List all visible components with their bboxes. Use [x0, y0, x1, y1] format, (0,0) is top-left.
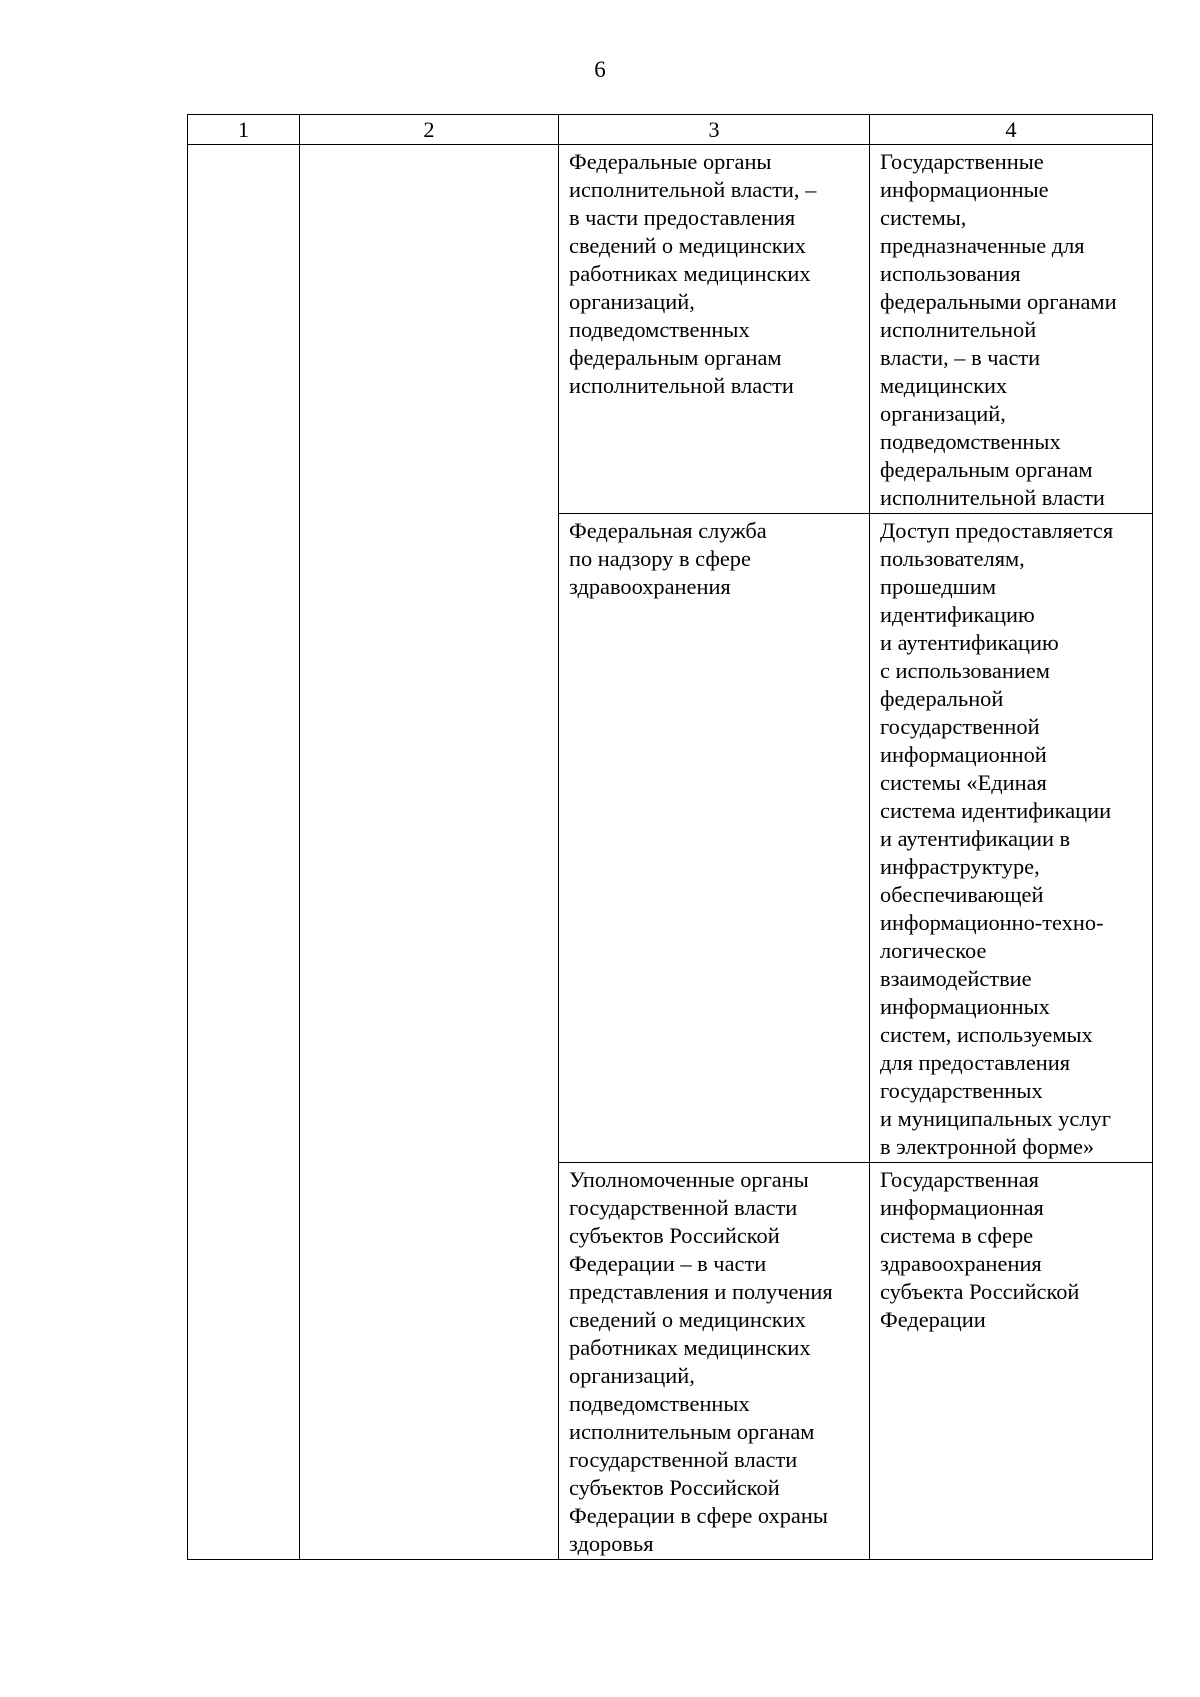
table-cell-row1-col3 [559, 145, 870, 514]
cell-text: Государственная информационная система в сфере здравоохранения субъекта Российской Федерации [880, 1167, 1080, 1332]
table-header-row [188, 115, 1153, 145]
column-header-1: 1 [188, 115, 300, 145]
table-cell-row2-col3 [559, 514, 870, 1163]
data-table [187, 114, 1153, 1560]
table-cell-row2-col4 [870, 514, 1153, 1163]
cell-text: Федеральные органы исполнительной власти, – в части предоставления сведений о медицинских работниках медицинских организаций, подведомственных федеральным органам исполнительной власти [569, 149, 817, 398]
cell-text: Федеральная служба по надзору в сфере здравоохранения [569, 518, 767, 599]
cell-text: Уполномоченные органы государственной власти субъектов Российской Федерации – в части представления и получения сведений о медицинских работниках медицинских организаций, подведомственных исполнительным органам государственной власти субъектов Российской Федерации в сфере охраны здоровья [569, 1167, 833, 1556]
table-cell-row1-col4 [870, 145, 1153, 514]
cell-text: Доступ предоставляется пользователям, прошедшим идентификацию и аутентификацию с использованием федеральной государственной информационной системы «Единая система идентификации и аутентификации в инфраструктуре, обеспечивающей информационно-техно- логическое взаимодействие информационных систем, используемых для предоставления государственных и муниципальных услуг в электронной форме» [880, 518, 1114, 1159]
cell-text: Государственные информационные системы, предназначенные для использования федеральными органами исполнительной власти, – в части медицинских организаций, подведомственных федеральным органам исполнительной власти [880, 149, 1117, 510]
merged-empty-cell-col1 [188, 145, 300, 1560]
column-header-4: 4 [870, 115, 1153, 145]
table-cell-row3-col3 [559, 1163, 870, 1560]
table-cell-row3-col4 [870, 1163, 1153, 1560]
merged-empty-cell-col2 [300, 145, 559, 1560]
page-number: 6 [594, 57, 606, 82]
column-header-2: 2 [300, 115, 559, 145]
column-header-3: 3 [559, 115, 870, 145]
